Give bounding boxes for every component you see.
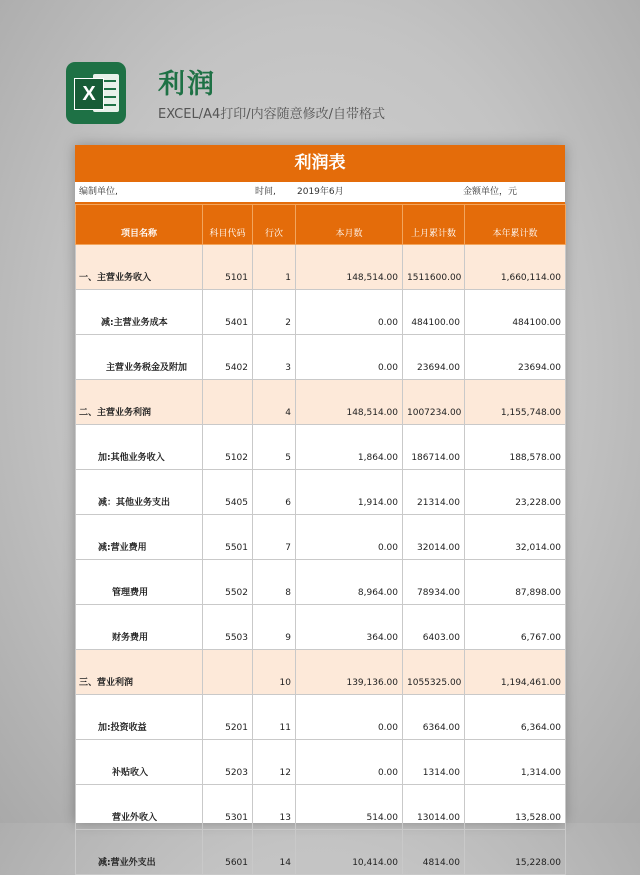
cell-current-month[interactable]: 139,136.00 <box>296 650 403 695</box>
cell-prev-cumulative[interactable]: 1055325.00 <box>403 650 465 695</box>
spreadsheet-preview <box>75 145 565 868</box>
time-label: 时间, <box>255 187 276 197</box>
cell-year-cumulative[interactable]: 1,314.00 <box>465 740 566 785</box>
cell-account-code[interactable] <box>203 380 253 425</box>
cell-line-no[interactable]: 6 <box>253 470 296 515</box>
header-line-no: 行次 <box>253 205 296 245</box>
cell-current-month[interactable]: 1,864.00 <box>296 425 403 470</box>
cell-prev-cumulative[interactable]: 13014.00 <box>403 785 465 830</box>
table-row <box>76 650 566 695</box>
cell-item-name[interactable]: 三、营业利润 <box>76 650 203 695</box>
cell-line-no[interactable]: 9 <box>253 605 296 650</box>
table-row <box>76 470 566 515</box>
app-subtitle: EXCEL/A4打印/内容随意修改/自带格式 <box>158 107 386 122</box>
header-account-code: 科目代码 <box>203 205 253 245</box>
report-info-row <box>75 182 565 202</box>
cell-item-name[interactable]: 减:主营业务成本 <box>76 290 203 335</box>
cell-prev-cumulative[interactable]: 1007234.00 <box>403 380 465 425</box>
cell-year-cumulative[interactable]: 23694.00 <box>465 335 566 380</box>
table-row <box>76 695 566 740</box>
header-current-month: 本月数 <box>296 205 403 245</box>
cell-item-name[interactable]: 减：其他业务支出 <box>76 470 203 515</box>
cell-account-code[interactable]: 5402 <box>203 335 253 380</box>
currency-label: 金额单位，元 <box>463 187 518 197</box>
cell-item-name[interactable]: 补贴收入 <box>76 740 203 785</box>
cell-account-code[interactable]: 5102 <box>203 425 253 470</box>
cell-account-code[interactable]: 5601 <box>203 830 253 875</box>
unit-label: 编制单位, <box>79 187 118 197</box>
cell-account-code[interactable] <box>203 650 253 695</box>
cell-current-month[interactable]: 0.00 <box>296 695 403 740</box>
cell-account-code[interactable]: 5101 <box>203 245 253 290</box>
cell-current-month[interactable]: 514.00 <box>296 785 403 830</box>
cell-year-cumulative[interactable]: 484100.00 <box>465 290 566 335</box>
table-row <box>76 560 566 605</box>
cell-line-no[interactable]: 5 <box>253 425 296 470</box>
cell-current-month[interactable]: 0.00 <box>296 335 403 380</box>
cell-item-name[interactable]: 加:其他业务收入 <box>76 425 203 470</box>
cell-line-no[interactable]: 10 <box>253 650 296 695</box>
cell-account-code[interactable]: 5401 <box>203 290 253 335</box>
income-statement-table <box>75 204 566 875</box>
table-body <box>76 245 566 875</box>
cell-current-month[interactable]: 0.00 <box>296 740 403 785</box>
cell-line-no[interactable]: 3 <box>253 335 296 380</box>
app-title: 利润 <box>158 69 216 100</box>
table-row <box>76 380 566 425</box>
cell-line-no[interactable]: 14 <box>253 830 296 875</box>
cell-line-no[interactable]: 7 <box>253 515 296 560</box>
cell-prev-cumulative[interactable]: 1511600.00 <box>403 245 465 290</box>
app-header <box>66 62 606 126</box>
cell-year-cumulative[interactable]: 6,767.00 <box>465 605 566 650</box>
cell-account-code[interactable]: 5503 <box>203 605 253 650</box>
cell-line-no[interactable]: 4 <box>253 380 296 425</box>
cell-item-name[interactable]: 一、主营业务收入 <box>76 245 203 290</box>
cell-account-code[interactable]: 5201 <box>203 695 253 740</box>
cell-line-no[interactable]: 13 <box>253 785 296 830</box>
cell-year-cumulative[interactable]: 1,194,461.00 <box>465 650 566 695</box>
cell-prev-cumulative[interactable]: 1314.00 <box>403 740 465 785</box>
table-row <box>76 830 566 875</box>
cell-year-cumulative[interactable]: 188,578.00 <box>465 425 566 470</box>
cell-current-month[interactable]: 364.00 <box>296 605 403 650</box>
cell-item-name[interactable]: 减:营业费用 <box>76 515 203 560</box>
table-row <box>76 785 566 830</box>
table-row <box>76 335 566 380</box>
cell-prev-cumulative[interactable]: 484100.00 <box>403 290 465 335</box>
cell-line-no[interactable]: 12 <box>253 740 296 785</box>
cell-year-cumulative[interactable]: 32,014.00 <box>465 515 566 560</box>
cell-year-cumulative[interactable]: 13,528.00 <box>465 785 566 830</box>
cell-prev-cumulative[interactable]: 23694.00 <box>403 335 465 380</box>
cell-current-month[interactable]: 1,914.00 <box>296 470 403 515</box>
cell-prev-cumulative[interactable]: 6364.00 <box>403 695 465 740</box>
cell-item-name[interactable]: 管理费用 <box>76 560 203 605</box>
cell-year-cumulative[interactable]: 87,898.00 <box>465 560 566 605</box>
time-value: 2019年6月 <box>297 187 344 197</box>
cell-current-month[interactable]: 10,414.00 <box>296 830 403 875</box>
cell-year-cumulative[interactable]: 1,155,748.00 <box>465 380 566 425</box>
cell-current-month[interactable]: 148,514.00 <box>296 380 403 425</box>
table-row <box>76 425 566 470</box>
cell-year-cumulative[interactable]: 1,660,114.00 <box>465 245 566 290</box>
cell-account-code[interactable]: 5501 <box>203 515 253 560</box>
cell-prev-cumulative[interactable]: 4814.00 <box>403 830 465 875</box>
cell-current-month[interactable]: 0.00 <box>296 515 403 560</box>
cell-current-month[interactable]: 8,964.00 <box>296 560 403 605</box>
header-prev-cumulative: 上月累计数 <box>403 205 465 245</box>
cell-item-name[interactable]: 减:营业外支出 <box>76 830 203 875</box>
cell-item-name[interactable]: 财务费用 <box>76 605 203 650</box>
cell-year-cumulative[interactable]: 23,228.00 <box>465 470 566 515</box>
cell-line-no[interactable]: 1 <box>253 245 296 290</box>
cell-item-name[interactable]: 加:投资收益 <box>76 695 203 740</box>
cell-account-code[interactable]: 5301 <box>203 785 253 830</box>
table-row <box>76 605 566 650</box>
excel-letter-badge: X <box>74 78 104 110</box>
table-row <box>76 245 566 290</box>
table-row <box>76 515 566 560</box>
cell-line-no[interactable]: 8 <box>253 560 296 605</box>
table-row <box>76 290 566 335</box>
cell-prev-cumulative[interactable]: 186714.00 <box>403 425 465 470</box>
header-year-cumulative: 本年累计数 <box>465 205 566 245</box>
cell-item-name[interactable]: 营业外收入 <box>76 785 203 830</box>
table-header-row <box>76 205 566 245</box>
cell-year-cumulative[interactable]: 15,228.00 <box>465 830 566 875</box>
table-row <box>76 740 566 785</box>
cell-item-name[interactable]: 二、主营业务利润 <box>76 380 203 425</box>
cell-current-month[interactable]: 0.00 <box>296 290 403 335</box>
report-title: 利润表 <box>75 145 565 182</box>
cell-prev-cumulative[interactable]: 78934.00 <box>403 560 465 605</box>
cell-prev-cumulative[interactable]: 6403.00 <box>403 605 465 650</box>
cell-item-name[interactable]: 主营业务税金及附加 <box>76 335 203 380</box>
cell-line-no[interactable]: 2 <box>253 290 296 335</box>
excel-icon <box>66 62 126 124</box>
header-item-name: 项目名称 <box>76 205 203 245</box>
cell-prev-cumulative[interactable]: 32014.00 <box>403 515 465 560</box>
cell-prev-cumulative[interactable]: 21314.00 <box>403 470 465 515</box>
cell-line-no[interactable]: 11 <box>253 695 296 740</box>
cell-year-cumulative[interactable]: 6,364.00 <box>465 695 566 740</box>
cell-account-code[interactable]: 5502 <box>203 560 253 605</box>
cell-account-code[interactable]: 5405 <box>203 470 253 515</box>
cell-account-code[interactable]: 5203 <box>203 740 253 785</box>
cell-current-month[interactable]: 148,514.00 <box>296 245 403 290</box>
